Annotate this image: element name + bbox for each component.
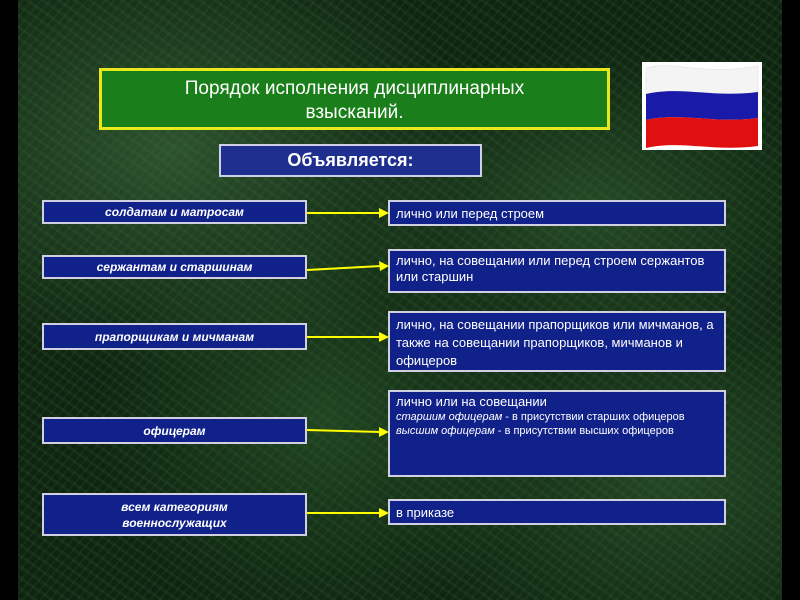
- arrow-icon: [305, 205, 391, 221]
- mode-soldiers: лично или перед строем: [388, 200, 726, 226]
- title-box: [99, 68, 610, 130]
- mode-all: в приказе: [388, 499, 726, 525]
- arrow-icon: [305, 258, 391, 278]
- russian-flag-icon: [642, 62, 762, 150]
- mode-officers-higher: [396, 424, 718, 438]
- higher-officers-label: высшим офицерам: [396, 425, 495, 437]
- arrow-icon: [305, 503, 391, 523]
- arrow-icon: [305, 327, 391, 347]
- title-line-1: Порядок исполнения дисциплинарных: [184, 78, 525, 99]
- mode-officers-line1: лично или на совещании: [396, 394, 547, 409]
- mode-warrant-officers: лично, на совещании прапорщиков или мичманов, а также на совещании прапорщиков, мичманов и офицеров: [388, 311, 726, 372]
- mode-officers: [388, 390, 726, 477]
- higher-officers-text: - в присутствии высших офицеров: [494, 425, 674, 437]
- category-sergeants: сержантам и старшинам: [42, 255, 307, 279]
- category-officers: офицерам: [42, 417, 307, 444]
- category-warrant-officers: прапорщикам и мичманам: [42, 323, 307, 350]
- mode-sergeants: лично, на совещании или перед строем сержантов или старшин: [388, 249, 726, 293]
- mode-officers-senior: [396, 410, 718, 424]
- senior-officers-text: - в присутствии старших офицеров: [502, 411, 685, 423]
- title-line-2: взысканий.: [305, 102, 404, 123]
- category-soldiers: солдатам и матросам: [42, 200, 307, 224]
- category-all: всем категориям военнослужащих: [42, 493, 307, 536]
- senior-officers-label: старшим офицерам: [396, 411, 503, 423]
- arrow-icon: [305, 420, 391, 440]
- subtitle-box: Объявляется:: [219, 144, 482, 177]
